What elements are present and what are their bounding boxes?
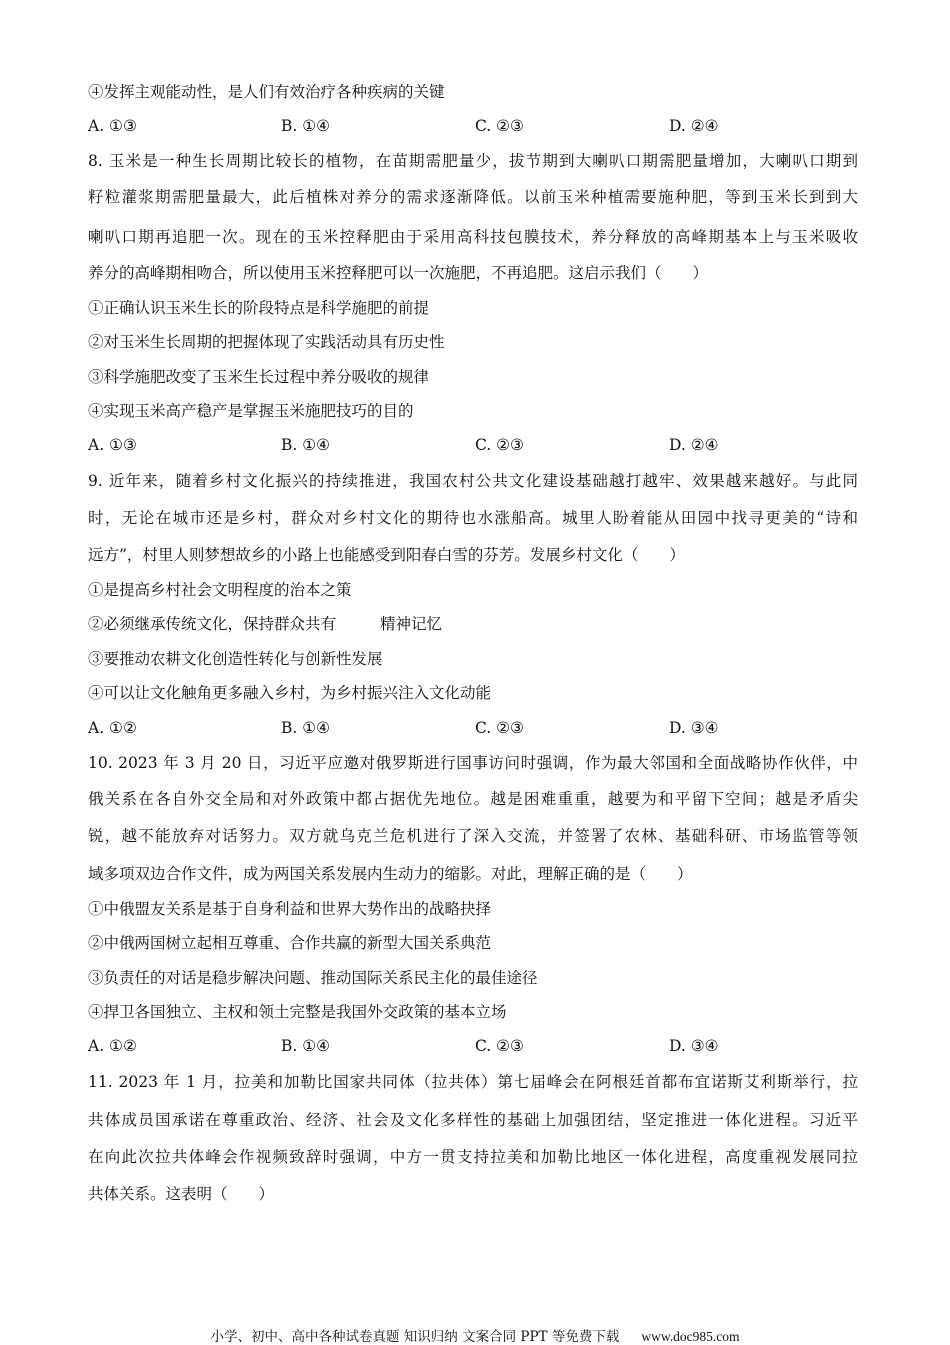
q9-stem-line-1: 9. 近年来，随着乡村文化振兴的持续推进，我国农村公共文化建设基础越打越牢、效果越来越好。与此同 <box>88 472 858 490</box>
q10-stem-line-4: 域多项双边合作文件，成为两国关系发展内生动力的缩影。对此，理解正确的是（ ） <box>88 865 693 883</box>
q9-statement-2-part-a: ②必须继承传统文化，保持群众共有 <box>88 615 337 633</box>
q10-stem-line-2: 俄关系在各自外交全局和对外政策中都占据优先地位。越是困难重重，越要为和平留下空间；越是矛盾尖 <box>88 790 858 808</box>
q7-statement-4: ④发挥主观能动性，是人们有效治疗各种疾病的关键 <box>88 83 445 101</box>
q8-statement-4: ④实现玉米高产稳产是掌握玉米施肥技巧的目的 <box>88 402 414 420</box>
q8-option-c: C. ②③ <box>475 436 524 454</box>
q10-statement-3: ③负责任的对话是稳步解决问题、推动国际关系民主化的最佳途径 <box>88 969 538 987</box>
page-footer <box>0 1325 950 1345</box>
q10-stem-line-1: 10. 2023 年 3 月 20 日，习近平应邀对俄罗斯进行国事访问时强调，作为最大邻国和全面战略协作伙伴，中 <box>88 754 858 772</box>
q11-stem-line-2: 共体成员国承诺在尊重政治、经济、社会及文化多样性的基础上加强团结，坚定推进一体化进程。习近平 <box>88 1111 858 1129</box>
q11-stem-line-1: 11. 2023 年 1 月，拉美和加勒比国家共同体（拉共体）第七届峰会在阿根廷首都布宜诺斯艾利斯举行，拉 <box>88 1073 858 1091</box>
q9-statement-2-part-b: 精神记忆 <box>380 615 443 633</box>
q10-option-c: C. ②③ <box>475 1037 524 1055</box>
q8-option-a: A. ①③ <box>88 436 137 454</box>
q8-stem-line-1: 8. 玉米是一种生长周期比较长的植物，在苗期需肥量少，拔节期到大喇叭口期需肥量增加，大喇叭口期到 <box>88 152 858 170</box>
q7-option-d: D. ②④ <box>669 117 719 135</box>
q7-option-c: C. ②③ <box>475 117 524 135</box>
q8-statement-1: ①正确认识玉米生长的阶段特点是科学施肥的前提 <box>88 299 430 317</box>
q8-stem-line-2: 籽粒灌浆期需肥量最大，此后植株对养分的需求逐渐降低。以前玉米种植需要施种肥，等到玉米长到到大 <box>88 188 858 206</box>
q8-option-d: D. ②④ <box>669 436 719 454</box>
q10-option-a: A. ①② <box>88 1037 137 1055</box>
q8-statement-3: ③科学施肥改变了玉米生长过程中养分吸收的规律 <box>88 368 430 386</box>
footer-text: 小学、初中、高中各种试卷真题 知识归纳 文案合同 PPT 等免费下载 <box>210 1329 620 1345</box>
q7-option-b: B. ①④ <box>281 117 331 135</box>
q8-statement-2: ②对玉米生长周期的把握体现了实践活动具有历史性 <box>88 333 445 351</box>
q9-statement-4: ④可以让文化触角更多融入乡村，为乡村振兴注入文化动能 <box>88 684 492 702</box>
footer-url[interactable]: www.doc985.com <box>641 1329 740 1344</box>
q7-option-a: A. ①③ <box>88 117 137 135</box>
q9-stem-line-3: 远方”，村里人则梦想故乡的小路上也能感受到阳春白雪的芬芳。发展乡村文化（ ） <box>88 546 685 564</box>
q9-option-b: B. ①④ <box>281 719 331 737</box>
q10-option-d: D. ③④ <box>669 1037 719 1055</box>
q8-stem-line-3: 喇叭口期再追肥一次。现在的玉米控释肥由于采用高科技包膜技术，养分释放的高峰期基本上与玉米吸收 <box>88 228 858 246</box>
q9-statement-3: ③要推动农耕文化创造性转化与创新性发展 <box>88 650 383 668</box>
q9-statement-2 <box>88 614 442 634</box>
q9-option-d: D. ③④ <box>669 719 719 737</box>
q11-stem-line-3: 在向此次拉共体峰会作视频致辞时强调，中方一贯支持拉美和加勒比地区一体化进程，高度重视发展同拉 <box>88 1148 858 1166</box>
q9-option-a: A. ①② <box>88 719 137 737</box>
q9-stem-line-2: 时，无论在城市还是乡村，群众对乡村文化的期待也水涨船高。城里人盼着能从田园中找寻更美的“诗和 <box>88 509 858 527</box>
q10-statement-1: ①中俄盟友关系是基于自身利益和世界大势作出的战略抉择 <box>88 900 492 918</box>
q10-statement-2: ②中俄两国树立起相互尊重、合作共赢的新型大国关系典范 <box>88 934 492 952</box>
q9-option-c: C. ②③ <box>475 719 524 737</box>
q8-option-b: B. ①④ <box>281 436 331 454</box>
q11-stem-line-4: 共体关系。这表明（ ） <box>88 1185 275 1203</box>
q9-statement-1: ①是提高乡村社会文明程度的治本之策 <box>88 581 352 599</box>
q10-statement-4: ④捍卫各国独立、主权和领土完整是我国外交政策的基本立场 <box>88 1003 507 1021</box>
q10-stem-line-3: 锐，越不能放弃对话努力。双方就乌克兰危机进行了深入交流，并签署了农林、基础科研、市场监管等领 <box>88 827 858 845</box>
q10-option-b: B. ①④ <box>281 1037 331 1055</box>
q8-stem-line-4: 养分的高峰期相吻合，所以使用玉米控释肥可以一次施肥，不再追肥。这启示我们（ ） <box>88 264 709 282</box>
